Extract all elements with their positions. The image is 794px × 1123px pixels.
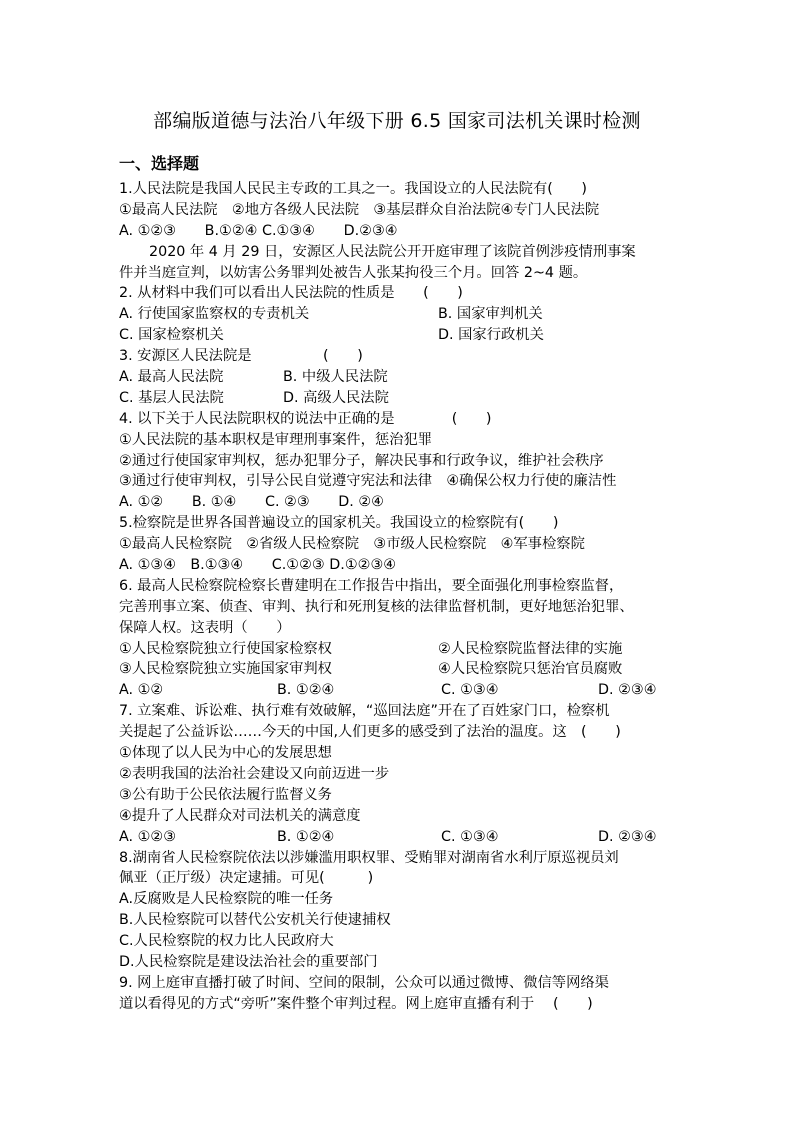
q2-option-b: B. 国家审判机关 — [438, 306, 543, 323]
q7-option-c: C. ①③④ — [441, 828, 499, 845]
q3-option-a: A. 最高人民法院 — [119, 369, 224, 386]
q3-stem: 3. 安源区人民法院是 ( ) — [119, 348, 363, 365]
q5-stem: 5.检察院是世界各国普遍设立的国家机关。我国设立的检察院有( ) — [119, 515, 559, 532]
q6-option-a: A. ①② — [119, 682, 164, 699]
q9-stem-2: 道以看得见的方式“旁听”案件整个审判过程。网上庭审直播有利于 ( ) — [119, 995, 593, 1012]
material-line-1: 2020 年 4 月 29 日，安源区人民法院公开开庭审理了该院首例涉疫情刑事案 — [149, 243, 636, 260]
q8-stem-2: 佩亚（正厅级）决定逮捕。可见( ) — [119, 870, 374, 887]
q7-options — [119, 827, 679, 848]
q1-items: ①最高人民法院 ②地方各级人民法院 ③基层群众自治法院④专门人民法院 — [119, 201, 600, 218]
q6-stem-1: 6. 最高人民检察院检察长曹建明在工作报告中指出，要全面强化刑事检察监督， — [119, 577, 624, 594]
q6-item-4: ④人民检察院只惩治官员腐败 — [438, 661, 623, 678]
q7-stem-2: 关提起了公益诉讼……今天的中国,人们更多的感受到了法治的温度。这 ( ) — [119, 724, 621, 741]
q4-item-3: ③通过行使审判权，引导公民自觉遵守宪法和法律 ④确保公权力行使的廉洁性 — [119, 473, 617, 490]
q4-stem: 4. 以下关于人民法院职权的说法中正确的是 ( ) — [119, 410, 492, 427]
q9-stem-1: 9. 网上庭审直播打破了时间、空间的限制，公众可以通过微博、微信等网络渠 — [119, 974, 609, 991]
question-body — [119, 179, 679, 1015]
q2-option-a: A. 行使国家监察权的专责机关 — [119, 306, 310, 323]
q6-item-1: ①人民检察院独立行使国家检察权 — [119, 640, 332, 657]
q6-stem-2: 完善刑事立案、侦查、审判、执行和死刑复核的法律监督机制，更好地惩治犯罪、 — [119, 598, 634, 615]
q1-stem: 1.人民法院是我国人民民主专政的工具之一。我国设立的人民法院有( ) — [119, 181, 587, 197]
material-line-2: 件并当庭宣判，以妨害公务罪判处被告人张某拘役三个月。回答 2~4 题。 — [119, 264, 588, 281]
q6-stem-3: 保障人权。这表明（ ） — [119, 619, 291, 636]
q2-options-row-1 — [119, 304, 679, 325]
q7-item-2: ②表明我国的法治社会建设又向前迈进一步 — [119, 765, 390, 782]
q7-item-3: ③公有助于公民依法履行监督义务 — [119, 786, 332, 803]
q7-stem-1: 7. 立案难、诉讼难、执行难有效破解，“巡回法庭”开在了百姓家门口，检察机 — [119, 703, 610, 720]
q7-option-a: A. ①②③ — [119, 828, 177, 845]
q1-options: A. ①②③ B.①②④ C.①③④ D.②③④ — [119, 222, 398, 239]
q3-option-b: B. 中级人民法院 — [283, 369, 388, 386]
q8-option-d: D.人民检察院是建设法治社会的重要部门 — [119, 953, 378, 970]
q6-items-row-1 — [119, 639, 679, 660]
q4-options: A. ①② B. ①④ C. ②③ D. ②④ — [119, 494, 385, 511]
q7-option-d: D. ②③④ — [598, 828, 657, 845]
q5-items: ①最高人民检察院 ②省级人民检察院 ③市级人民检察院 ④军事检察院 — [119, 536, 585, 553]
page-title: 部编版道德与法治八年级下册 6.5 国家司法机关课时检测 — [153, 110, 641, 132]
q5-options: A. ①③④ B.①③④ C.①②③ D.①②③④ — [119, 557, 397, 574]
q4-item-2: ②通过行使国家审判权，惩办犯罪分子，解决民事和行政争议，维护社会秩序 — [119, 452, 604, 469]
section-heading: 一、选择题 — [119, 154, 200, 173]
q6-option-b: B. ①②④ — [277, 682, 335, 699]
q8-option-b: B.人民检察院可以替代公安机关行使逮捕权 — [119, 912, 391, 929]
q7-option-b: B. ①②④ — [277, 828, 335, 845]
q8-option-a: A.反腐败是人民检察院的唯一任务 — [119, 891, 334, 908]
q3-option-d: D. 高级人民法院 — [283, 389, 389, 406]
q6-option-c: C. ①③④ — [441, 682, 499, 699]
q7-item-1: ①体现了以人民为中心的发展思想 — [119, 745, 332, 762]
q8-option-c: C.人民检察院的权力比人民政府大 — [119, 933, 334, 950]
q7-item-4: ④提升了人民群众对司法机关的满意度 — [119, 807, 361, 824]
q3-options-row-1 — [119, 367, 679, 388]
q3-options-row-2 — [119, 388, 679, 409]
q6-item-3: ③人民检察院独立实施国家审判权 — [119, 661, 332, 678]
q2-options-row-2 — [119, 325, 679, 346]
q6-item-2: ②人民检察院监督法律的实施 — [438, 640, 623, 657]
q2-stem: 2. 从材料中我们可以看出人民法院的性质是 ( ) — [119, 285, 463, 302]
q6-option-d: D. ②③④ — [598, 682, 657, 699]
q6-items-row-2 — [119, 659, 679, 680]
q3-option-c: C. 基层人民法院 — [119, 389, 224, 406]
q4-item-1: ①人民法院的基本职权是审理刑事案件，惩治犯罪 — [119, 431, 433, 448]
q2-option-d: D. 国家行政机关 — [438, 327, 544, 344]
q8-stem-1: 8.湖南省人民检察院依法以涉嫌滥用职权罪、受贿罪对湖南省水利厅原巡视员刘 — [119, 849, 619, 866]
q2-option-c: C. 国家检察机关 — [119, 327, 224, 344]
q6-options — [119, 680, 679, 701]
